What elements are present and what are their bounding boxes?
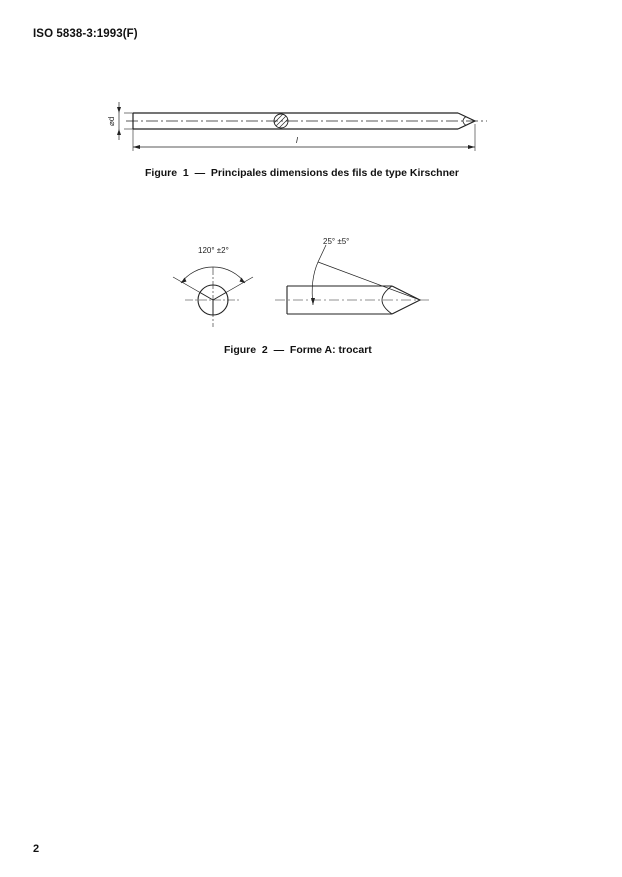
diameter-label: ⌀d xyxy=(107,116,116,126)
wire-body xyxy=(133,113,475,129)
figure-1-drawing xyxy=(107,102,487,151)
document-header: ISO 5838-3:1993(F) xyxy=(33,28,138,40)
page-number: 2 xyxy=(33,843,40,855)
angle-120-label: 120° ±2° xyxy=(198,246,229,255)
figure-2-end-view xyxy=(173,246,253,327)
figure-2-side-view xyxy=(275,237,430,314)
figure-2-caption: Figure 2 — Forme A: trocart xyxy=(224,344,372,356)
angle-25-label: 25° ±5° xyxy=(323,237,350,246)
length-label: l xyxy=(296,136,298,145)
figure-1-caption: Figure 1 — Principales dimensions des fils de type Kirschner xyxy=(145,167,459,179)
cross-section-hatch xyxy=(274,114,288,128)
length-dimension xyxy=(133,124,475,151)
